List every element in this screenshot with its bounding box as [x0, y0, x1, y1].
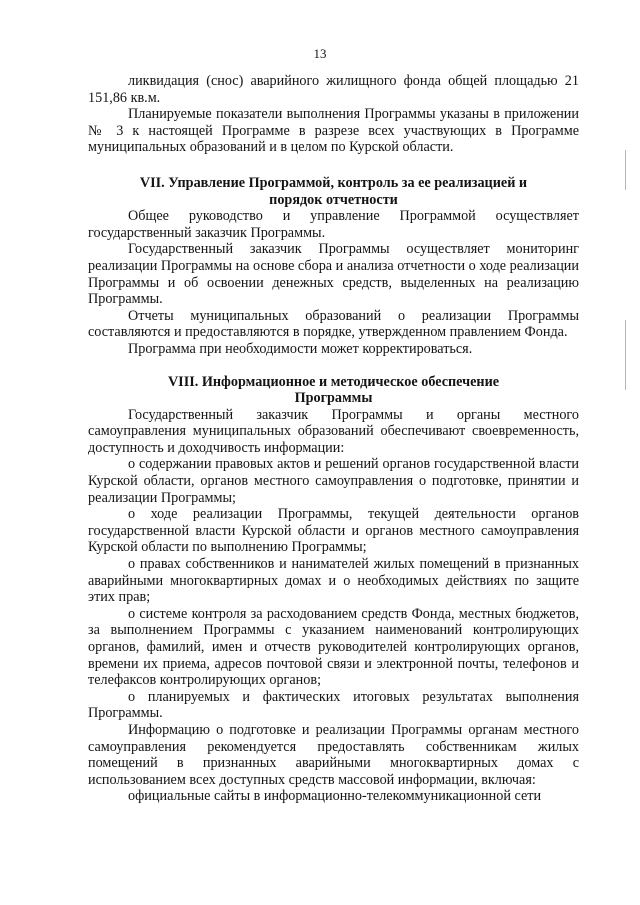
paragraph: Государственный заказчик Программы и органы местного самоуправления муниципальных образований обеспечивают своевременность, доступность и доходчивость информации: [88, 406, 579, 456]
section-7-heading [88, 175, 579, 208]
list-item: о содержании правовых актов и решений органов государственной власти Курской области, органов местного самоуправления о подготовке, принятии и реализации Программы; [88, 456, 579, 506]
section-8-heading-line-1: VIII. Информационное и методическое обеспечение [167, 373, 500, 390]
section-7-heading-line-2: порядок отчетности [269, 191, 398, 208]
page-number: 13 [313, 46, 327, 61]
paragraph: официальные сайты в информационно-телекоммуникационной сети [128, 788, 542, 805]
paragraph: Общее руководство и управление Программой осуществляет государственный заказчик Программы. [88, 208, 579, 241]
scan-edge-mark [625, 320, 626, 390]
paragraph: ликвидация (снос) аварийного жилищного фонда общей площадью 21 151,86 кв.м. [88, 73, 579, 106]
list-item: о планируемых и фактических итоговых результатах выполнения Программы. [88, 688, 579, 722]
list-item: о правах собственников и нанимателей жилых помещений в признанных аварийными многоквартирных домах и о необходимых действиях по защите этих прав; [88, 556, 579, 606]
paragraph: Планируемые показатели выполнения Программы указаны в приложении № 3 к настоящей Программе в разрезе всех участвующих в Программе муниципальных образований и в целом по Курской области. [88, 106, 579, 156]
list-item: о системе контроля за расходованием средств Фонда, местных бюджетов, за выполнением Программы с указанием наименований контролирующих органов, фамилий, имен и отчеств руководителей контролирующих органов, времени их приема, адресов почтовой связи и электронной почты, телефонов и телефаксов контролирующих органов; [88, 605, 579, 689]
paragraph: Отчеты муниципальных образований о реализации Программы составляются и предоставляются в порядке, утвержденном правлением Фонда. [88, 307, 579, 341]
scan-edge-mark [625, 150, 626, 190]
list-item: о ходе реализации Программы, текущей деятельности органов государственной власти Курской области и органов местного самоуправления Курской области по выполнению Программы; [88, 506, 579, 556]
document-body [88, 73, 579, 805]
section-8-heading-line-2: Программы [294, 390, 373, 407]
paragraph: Информацию о подготовке и реализации Программы органам местного самоуправления рекомендуется предоставлять собственникам жилых помещений в признанных аварийными многоквартирных домах с использованием всех доступных средств массовой информации, включая: [88, 721, 579, 788]
section-8-heading [88, 374, 579, 407]
paragraph: Государственный заказчик Программы осуществляет мониторинг реализации Программы на основе сбора и анализа отчетности о ходе реализации Программы и об освоении денежных средств, выделенных на реализацию Программы. [88, 241, 579, 308]
section-7-heading-line-1: VII. Управление Программой, контроль за ее реализацией и [139, 174, 528, 191]
paragraph: Программа при необходимости может корректироваться. [128, 340, 473, 357]
